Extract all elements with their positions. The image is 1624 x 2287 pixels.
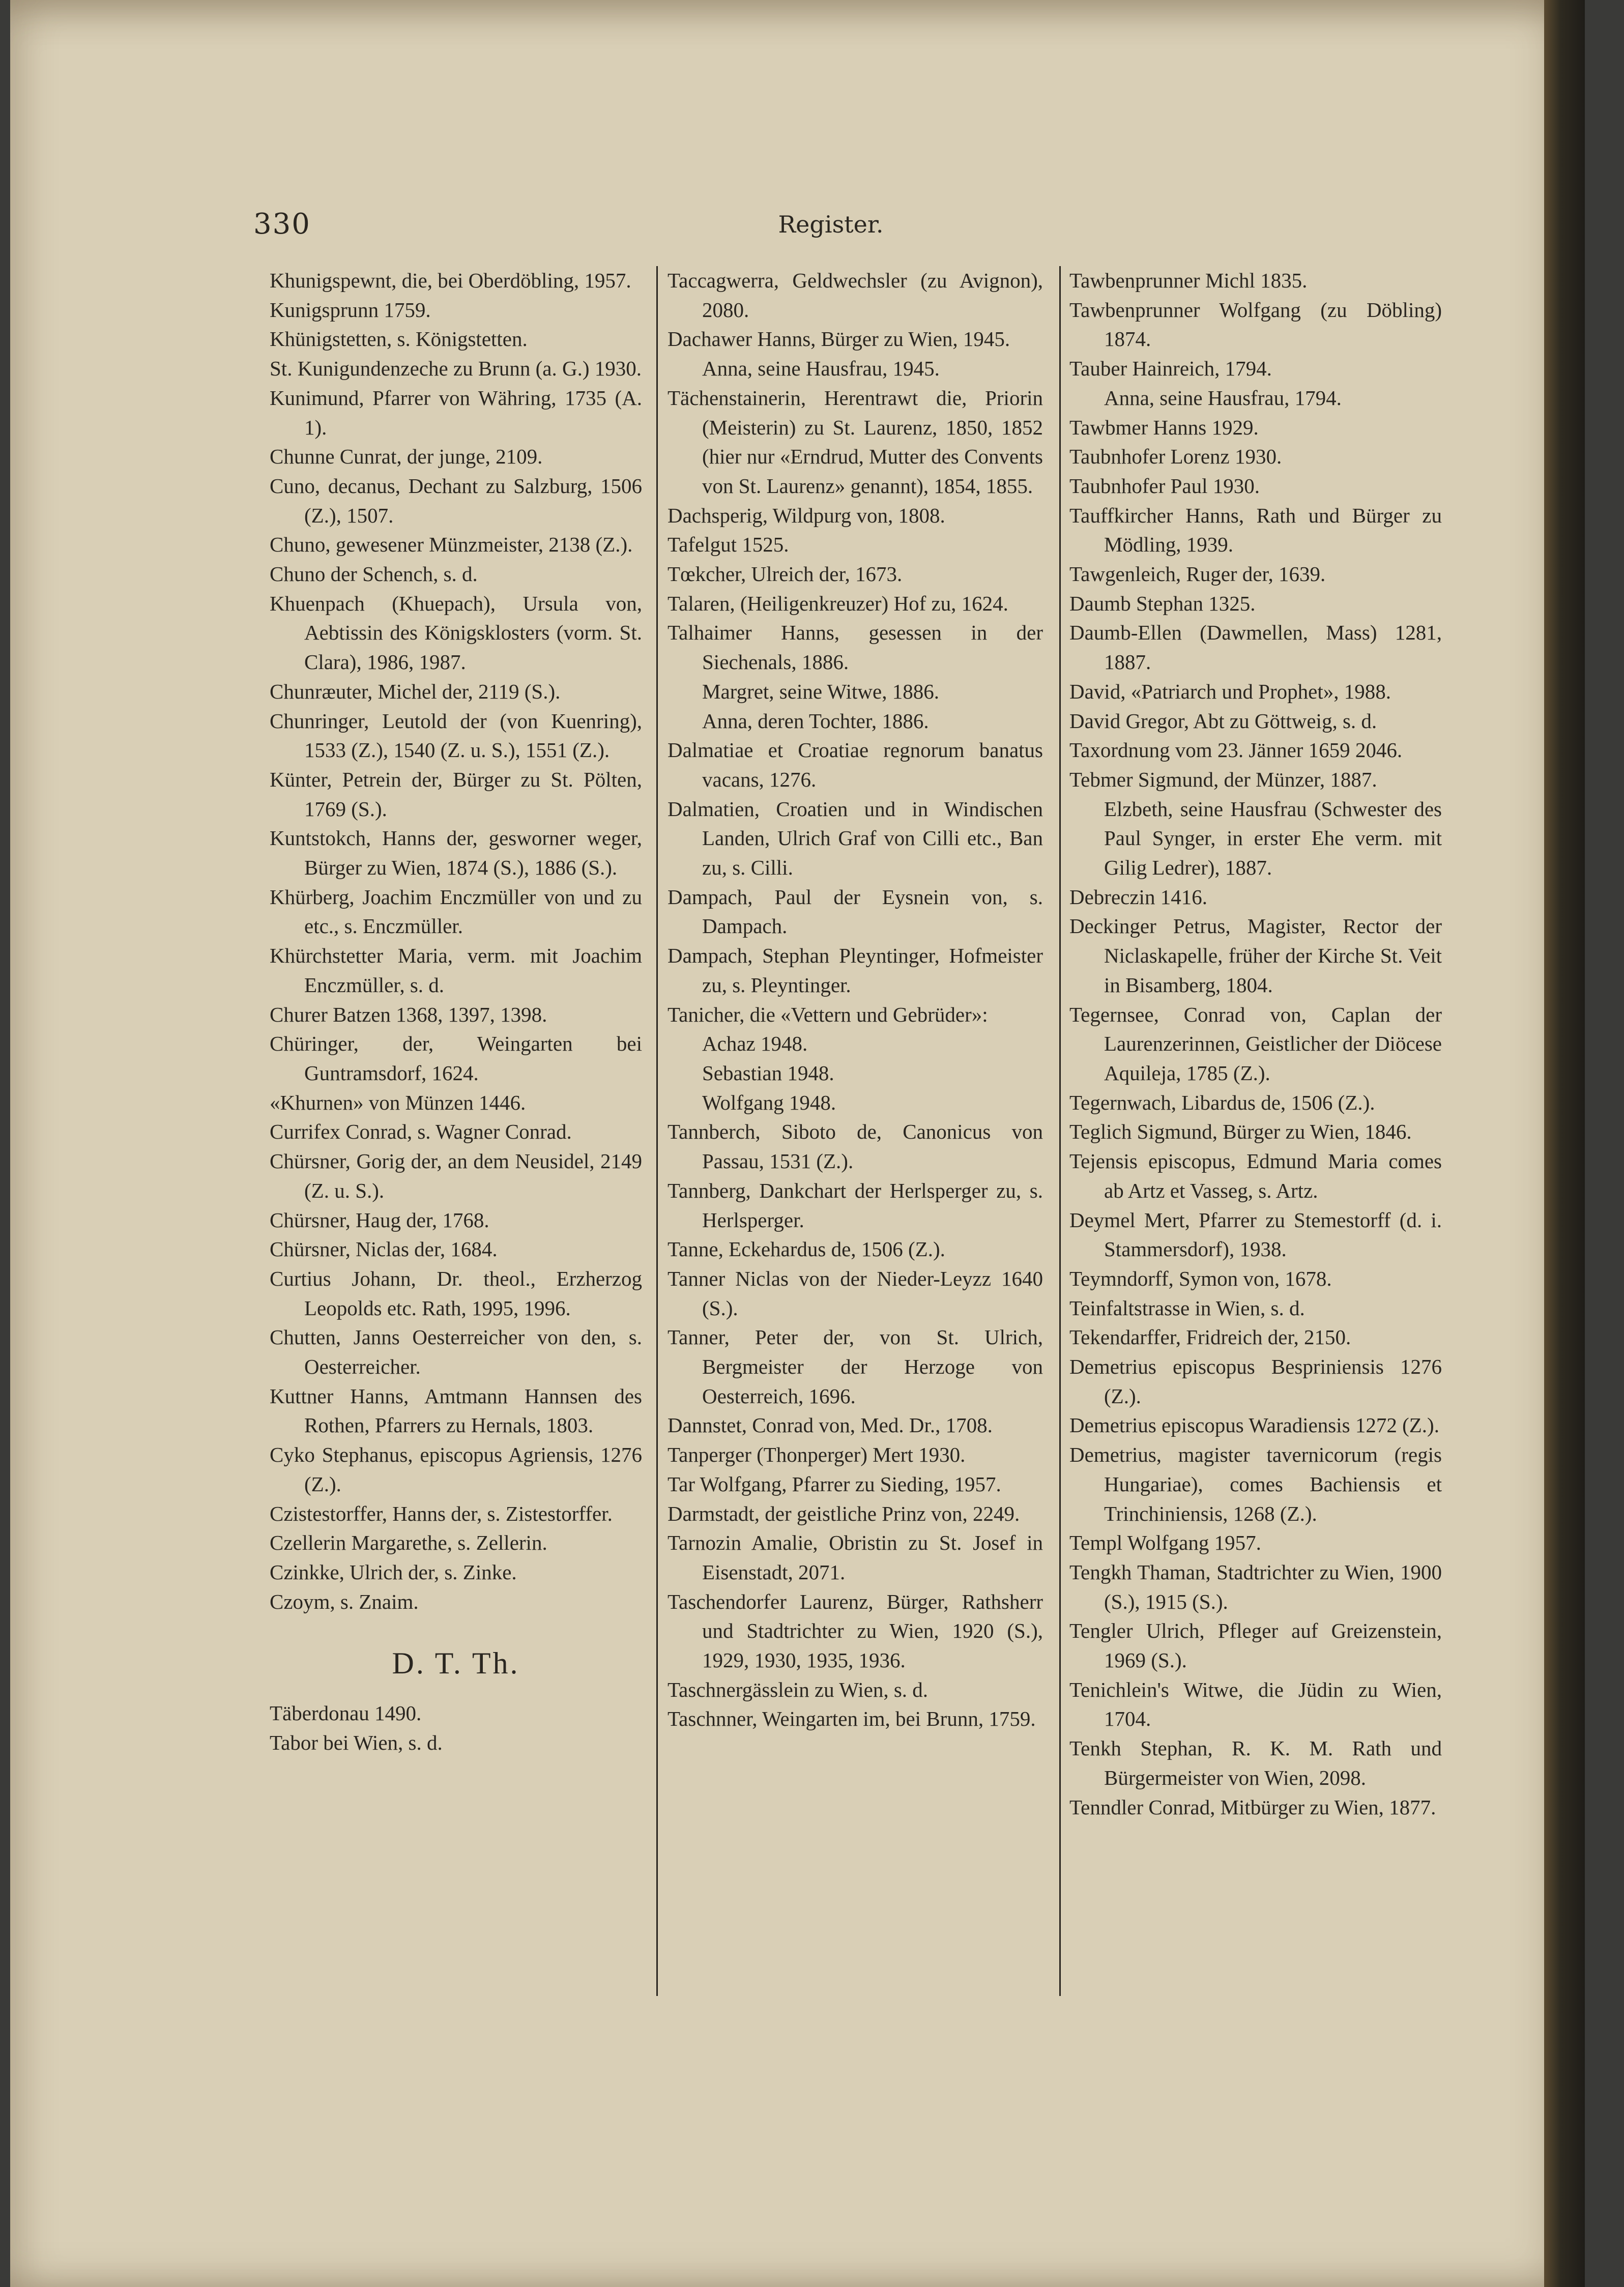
- index-entry: Dannstet, Conrad von, Med. Dr., 1708.: [668, 1413, 993, 1437]
- index-entry: Talhaimer Hanns, gesessen in der Siechenals, 1886.: [668, 621, 1043, 674]
- index-entry: Chüringer, der, Weingarten bei Guntramsdorf, 1624.: [270, 1032, 642, 1085]
- index-entry: Tekendarffer, Fridreich der, 2150.: [1069, 1325, 1351, 1349]
- section-heading: D. T. Th.: [392, 1646, 520, 1681]
- index-entry: Tawbenprunner Michl 1835.: [1069, 269, 1308, 292]
- index-subentry: Elzbeth, seine Hausfrau (Schwester des Paul Synger, in erster Ehe verm. mit Gilig Ledrer), 1887.: [1104, 797, 1442, 880]
- column-rule-2: [1059, 266, 1061, 1996]
- index-entry: Taccagwerra, Geldwechsler (zu Avignon), 2080.: [668, 269, 1043, 322]
- index-entry: Tauber Hainreich, 1794.: [1069, 357, 1272, 381]
- index-entry: Taschnner, Weingarten im, bei Brunn, 1759.: [668, 1707, 1036, 1731]
- index-entry: Tannberg, Dankchart der Herlsperger zu, s. Herlsperger.: [668, 1178, 1043, 1232]
- index-entry: Tanner Niclas von der Nieder-Leyzz 1640 (S.).: [668, 1266, 1043, 1320]
- index-subentry: Margret, seine Witwe, 1886.: [702, 679, 939, 703]
- running-title: Register.: [778, 211, 884, 238]
- index-entry: Taubnhofer Paul 1930.: [1069, 474, 1260, 498]
- page-number: 330: [253, 208, 311, 241]
- index-entry: Chutten, Janns Oesterreicher von den, s. Oesterreicher.: [270, 1325, 642, 1379]
- index-subentry: Achaz 1948.: [702, 1032, 808, 1056]
- index-entry: Tabor bei Wien, s. d.: [270, 1731, 443, 1755]
- index-entry: Tawgenleich, Ruger der, 1639.: [1069, 562, 1326, 586]
- index-entry: Tawbenprunner Wolfgang (zu Döbling) 1874.: [1069, 298, 1442, 351]
- index-entry: Chunræuter, Michel der, 2119 (S.).: [270, 679, 561, 703]
- index-entry: Künter, Petrein der, Bürger zu St. Pölten, 1769 (S.).: [270, 767, 642, 821]
- index-entry: Khuenpach (Khuepach), Ursula von, Aebtissin des Königsklosters (vorm. St. Clara), 1986, 1987.: [270, 591, 642, 674]
- index-entry: Kuttner Hanns, Amtmann Hannsen des Rothen, Pfarrers zu Hernals, 1803.: [270, 1384, 642, 1437]
- index-entry: Taschnergässlein zu Wien, s. d.: [668, 1677, 929, 1701]
- index-entry: Tafelgut 1525.: [668, 533, 789, 557]
- index-entry: Darmstadt, der geistliche Prinz von, 2249.: [668, 1501, 1020, 1525]
- index-entry: Talaren, (Heiligenkreuzer) Hof zu, 1624.: [668, 591, 1008, 615]
- index-entry: Tannberch, Siboto de, Canonicus von Passau, 1531 (Z.).: [668, 1120, 1043, 1173]
- index-entry: Demetrius episcopus Bespriniensis 1276 (Z.).: [1069, 1355, 1442, 1408]
- index-entry: Daumb Stephan 1325.: [1069, 591, 1256, 615]
- index-entry: Curtius Johann, Dr. theol., Erzherzog Leopolds etc. Rath, 1995, 1996.: [270, 1266, 642, 1320]
- index-entry: Kuntstokch, Hanns der, gesworner weger, Bürger zu Wien, 1874 (S.), 1886 (S.).: [270, 826, 642, 880]
- index-entry: Tenichlein's Witwe, die Jüdin zu Wien, 1704.: [1069, 1677, 1442, 1731]
- index-subentry: Anna, deren Tochter, 1886.: [702, 709, 929, 733]
- index-entry: Dachsperig, Wildpurg von, 1808.: [668, 503, 945, 527]
- index-entry: Cuno, decanus, Dechant zu Salzburg, 1506 (Z.), 1507.: [270, 474, 642, 527]
- index-entry: Chürsner, Niclas der, 1684.: [270, 1237, 498, 1261]
- index-entry: Dampach, Stephan Pleyntinger, Hofmeister zu, s. Pleyntinger.: [668, 944, 1043, 997]
- index-entry: Khürberg, Joachim Enczmüller von und zu etc., s. Enczmüller.: [270, 885, 642, 938]
- index-entry: Czinkke, Ulrich der, s. Zinke.: [270, 1560, 517, 1584]
- index-entry: Deymel Mert, Pfarrer zu Stemestorff (d. i. Stammersdorf), 1938.: [1069, 1208, 1442, 1261]
- index-entry: Chürsner, Haug der, 1768.: [270, 1208, 489, 1232]
- index-entry: Teymndorff, Symon von, 1678.: [1069, 1266, 1332, 1290]
- index-column-1: [270, 266, 642, 1758]
- index-entry: Tœkcher, Ulreich der, 1673.: [668, 562, 903, 586]
- column-rule-1: [656, 266, 658, 1996]
- index-entry: Dalmatiae et Croatiae regnorum banatus vacans, 1276.: [668, 738, 1043, 791]
- index-entry: Dampach, Paul der Eysnein von, s. Dampach.: [668, 885, 1043, 938]
- index-entry: «Khurnen» von Münzen 1446.: [270, 1090, 526, 1114]
- index-entry: Tengkh Thaman, Stadtrichter zu Wien, 1900 (S.), 1915 (S.).: [1069, 1560, 1442, 1613]
- index-entry: Chunringer, Leutold der (von Kuenring), 1533 (Z.), 1540 (Z. u. S.), 1551 (Z.).: [270, 709, 642, 762]
- index-entry: Tanicher, die «Vettern und Gebrüder»:: [668, 1002, 988, 1026]
- index-subentry: Wolfgang 1948.: [702, 1090, 836, 1114]
- index-entry: Demetrius episcopus Waradiensis 1272 (Z.).: [1069, 1413, 1439, 1437]
- book-page: [10, 0, 1585, 2287]
- index-entry: Czellerin Margarethe, s. Zellerin.: [270, 1531, 547, 1555]
- index-column-2: [668, 266, 1043, 1734]
- index-entry: Teinfaltstrasse in Wien, s. d.: [1069, 1296, 1305, 1320]
- index-entry: Cyko Stephanus, episcopus Agriensis, 1276 (Z.).: [270, 1443, 642, 1496]
- index-entry: Tenkh Stephan, R. K. M. Rath und Bürgermeister von Wien, 2098.: [1069, 1736, 1442, 1789]
- index-entry: Templ Wolfgang 1957.: [1069, 1531, 1261, 1555]
- page-header: [253, 208, 1408, 243]
- index-entry: Khunigspewnt, die, bei Oberdöbling, 1957.: [270, 269, 631, 292]
- index-subentry: Sebastian 1948.: [702, 1061, 834, 1085]
- index-entry: Täberdonau 1490.: [270, 1701, 422, 1725]
- index-entry: Tejensis episcopus, Edmund Maria comes ab Artz et Vasseg, s. Artz.: [1069, 1149, 1442, 1202]
- index-entry: Tauffkircher Hanns, Rath und Bürger zu Mödling, 1939.: [1069, 503, 1442, 557]
- index-entry: St. Kunigundenzeche zu Brunn (a. G.) 1930.: [270, 357, 642, 381]
- page-edge: [1544, 0, 1585, 2287]
- index-subentry: Anna, seine Hausfrau, 1794.: [1104, 386, 1342, 410]
- index-entry: Chunne Cunrat, der junge, 2109.: [270, 445, 543, 469]
- index-entry: Dalmatien, Croatien und in Windischen Landen, Ulrich Graf von Cilli etc., Ban zu, s. Cilli.: [668, 797, 1043, 880]
- index-entry: Kunigsprunn 1759.: [270, 298, 431, 322]
- index-entry: Dachawer Hanns, Bürger zu Wien, 1945.: [668, 327, 1010, 351]
- index-entry: Debreczin 1416.: [1069, 885, 1207, 909]
- index-entry: Tanner, Peter der, von St. Ulrich, Bergmeister der Herzoge von Oesterreich, 1696.: [668, 1325, 1043, 1408]
- index-entry: Tegernsee, Conrad von, Caplan der Laurenzerinnen, Geistlicher der Diöcese Aquileja, 1785 (Z.).: [1069, 1002, 1442, 1085]
- index-entry: Tenndler Conrad, Mitbürger zu Wien, 1877.: [1069, 1795, 1436, 1819]
- index-entry: Tebmer Sigmund, der Münzer, 1887.: [1069, 767, 1377, 791]
- index-entry: Czistestorffer, Hanns der, s. Zistestorffer.: [270, 1501, 613, 1525]
- index-entry: Demetrius, magister tavernicorum (regis Hungariae), comes Bachiensis et Trinchiniensis, 1268 (Z.).: [1069, 1443, 1442, 1525]
- index-entry: Kunimund, Pfarrer von Währing, 1735 (A. 1).: [270, 386, 642, 439]
- index-entry: Czoym, s. Znaim.: [270, 1589, 419, 1613]
- index-entry: Khünigstetten, s. Königstetten.: [270, 327, 528, 351]
- index-entry: Khürchstetter Maria, verm. mit Joachim Enczmüller, s. d.: [270, 944, 642, 997]
- index-entry: Taschendorfer Laurenz, Bürger, Rathsherr und Stadtrichter zu Wien, 1920 (S.), 1929, 1930, 1935, 1936.: [668, 1589, 1043, 1672]
- index-entry: Chuno, gewesener Münzmeister, 2138 (Z.).: [270, 533, 633, 557]
- index-column-3: [1069, 266, 1442, 1822]
- index-entry: Chürsner, Gorig der, an dem Neusidel, 2149 (Z. u. S.).: [270, 1149, 642, 1202]
- index-entry: Chuno der Schench, s. d.: [270, 562, 478, 586]
- index-entry: Churer Batzen 1368, 1397, 1398.: [270, 1002, 547, 1026]
- index-entry: David Gregor, Abt zu Göttweig, s. d.: [1069, 709, 1377, 733]
- index-entry: Tanne, Eckehardus de, 1506 (Z.).: [668, 1237, 945, 1261]
- index-entry: Tegernwach, Libardus de, 1506 (Z.).: [1069, 1090, 1375, 1114]
- index-entry: Teglich Sigmund, Bürger zu Wien, 1846.: [1069, 1120, 1412, 1144]
- index-entry: Tawbmer Hanns 1929.: [1069, 415, 1259, 439]
- index-entry: Tanperger (Thonperger) Mert 1930.: [668, 1443, 966, 1467]
- index-entry: Deckinger Petrus, Magister, Rector der Niclaskapelle, früher der Kirche St. Veit in Bisamberg, 1804.: [1069, 914, 1442, 997]
- index-entry: Tächenstainerin, Herentrawt die, Priorin (Meisterin) zu St. Laurenz, 1850, 1852 (hier nur «Erndrud, Mutter des Convents von St. Laurenz» genannt), 1854, 1855.: [668, 386, 1043, 498]
- index-entry: Daumb-Ellen (Dawmellen, Mass) 1281, 1887.: [1069, 621, 1442, 674]
- index-entry: Tengler Ulrich, Pfleger auf Greizenstein, 1969 (S.).: [1069, 1619, 1442, 1672]
- index-entry: Taxordnung vom 23. Jänner 1659 2046.: [1069, 738, 1403, 762]
- index-entry: Taubnhofer Lorenz 1930.: [1069, 445, 1282, 469]
- index-entry: David, «Patriarch und Prophet», 1988.: [1069, 679, 1391, 703]
- index-subentry: Anna, seine Hausfrau, 1945.: [702, 357, 940, 381]
- index-entry: Currifex Conrad, s. Wagner Conrad.: [270, 1120, 572, 1144]
- index-entry: Tar Wolfgang, Pfarrer zu Sieding, 1957.: [668, 1472, 1001, 1496]
- index-entry: Tarnozin Amalie, Obristin zu St. Josef in Eisenstadt, 2071.: [668, 1531, 1043, 1584]
